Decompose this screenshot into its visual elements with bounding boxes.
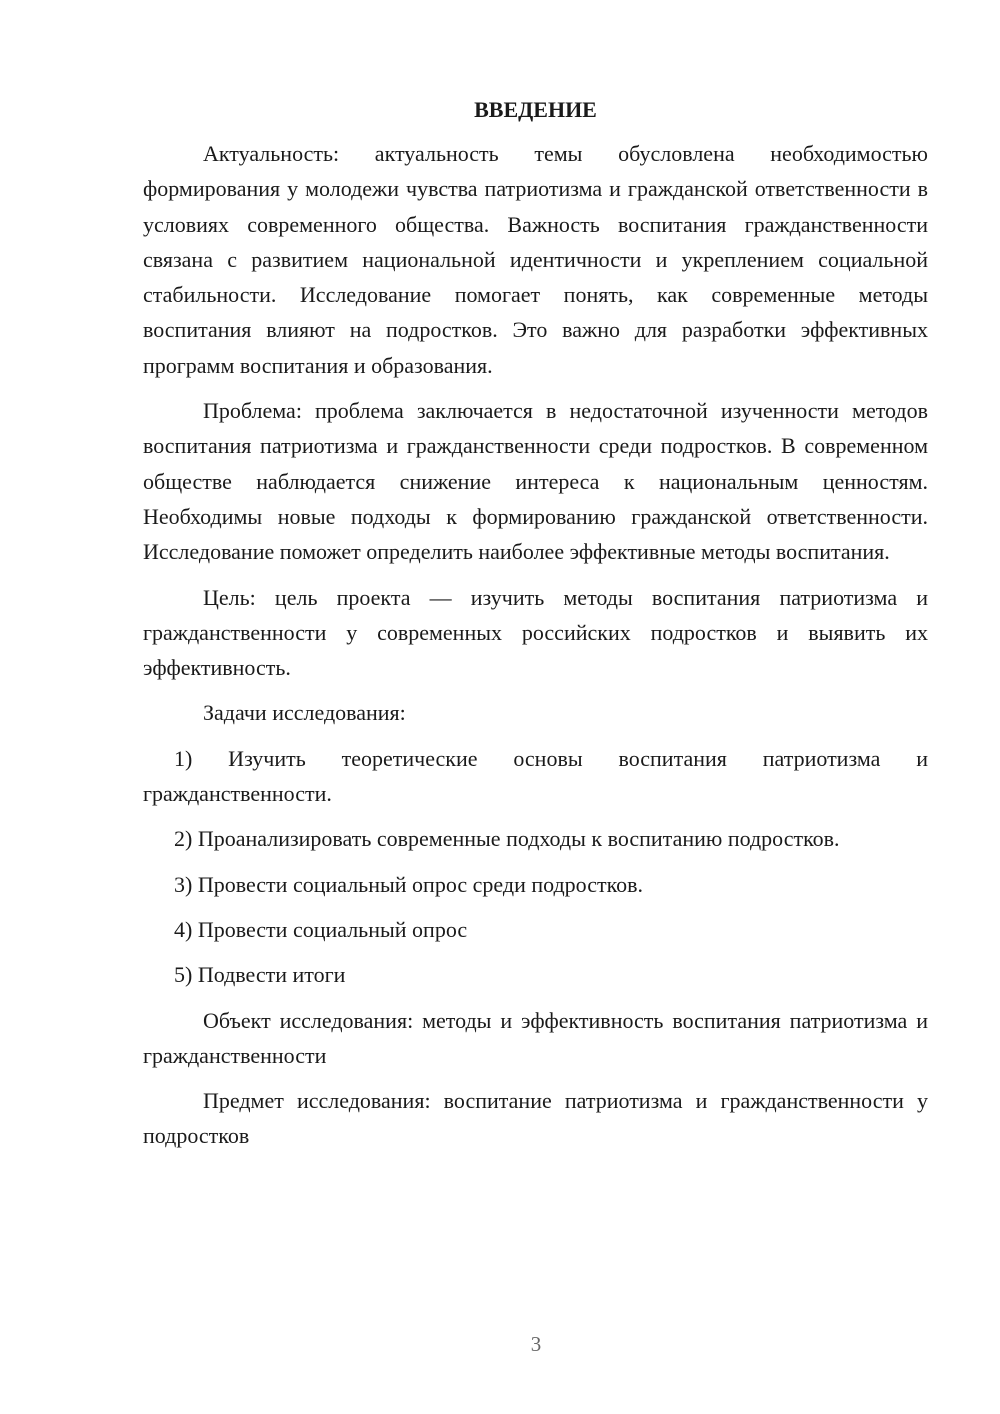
section-title: ВВЕДЕНИЕ [474, 97, 597, 122]
task-item-5: 5) Подвести итоги [174, 962, 346, 988]
tasks-heading: Задачи исследования: [203, 700, 406, 726]
subject-paragraph: Предмет исследования: воспитание патриотизма и гражданственности у подростков [143, 1088, 928, 1149]
object-paragraph: Объект исследования: методы и эффективность воспитания патриотизма и гражданственности [143, 1007, 928, 1068]
document-body [143, 92, 928, 1164]
goal-paragraph: Цель: цель проекта — изучить методы воспитания патриотизма и гражданственности у современных российских подростков и выявить их эффективность. [143, 584, 928, 681]
page-number: 3 [530, 1332, 542, 1356]
task-item-4: 4) Провести социальный опрос [174, 916, 468, 942]
relevance-paragraph: Актуальность: актуальность темы обусловлена необходимостью формирования у молодежи чувства патриотизма и гражданской ответственности в условиях современного общества. Важность воспитания гражданственности связана с развитием национальной идентичности и укреплением социальной стабильности. Исследование помогает понять, как современные методы воспитания влияют на подростков. Это важно для разработки эффективных программ воспитания и образования. [143, 141, 928, 378]
task-item-3: 3) Провести социальный опрос среди подростков. [174, 871, 644, 897]
problem-paragraph: Проблема: проблема заключается в недостаточной изученности методов воспитания патриотизма и гражданственности среди подростков. В современном обществе наблюдается снижение интереса к национальным ценностям. Необходимы новые подходы к формированию гражданской ответственности. Исследование поможет определить наиболее эффективные методы воспитания. [143, 398, 928, 565]
task-item-2: 2) Проанализировать современные подходы к воспитанию подростков. [174, 826, 840, 852]
task-item-1: 1) Изучить теоретические основы воспитания патриотизма и гражданственности. [143, 745, 928, 807]
